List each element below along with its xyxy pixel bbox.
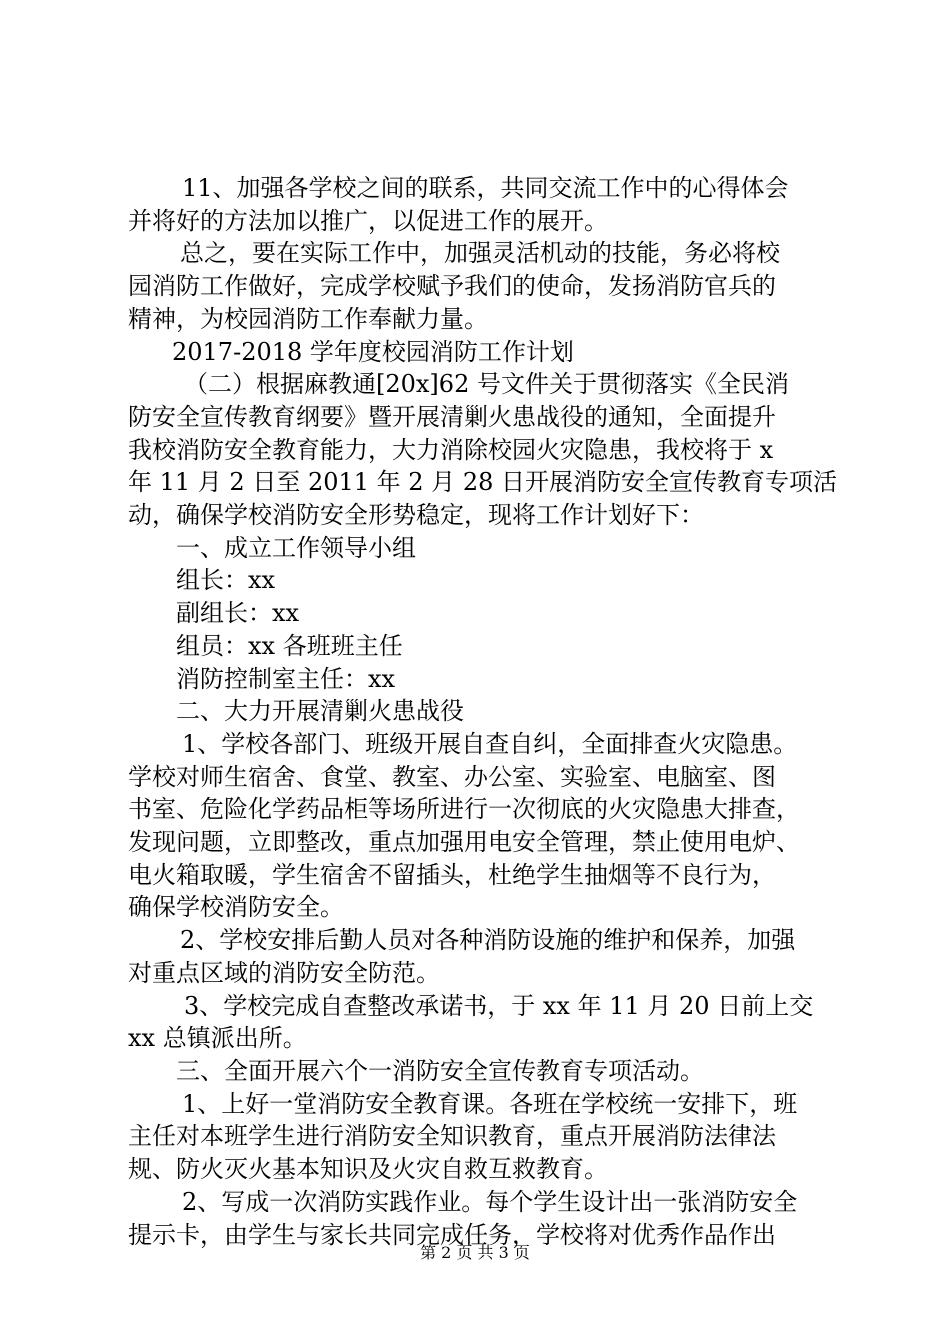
section-heading: 一、成立工作领导小组	[176, 533, 416, 562]
section-heading: 二、大力开展清剿火患战役	[176, 697, 464, 726]
paragraph-line: 2、写成一次消防实践作业。每个学生设计出一张消防安全	[182, 1187, 798, 1216]
paragraph-line: 规、防火灭火基本知识及火灾自救互救教育。	[128, 1155, 608, 1184]
paragraph-line: 发现问题，立即整改，重点加强用电安全管理，禁止使用电炉、	[128, 828, 800, 857]
paragraph-line: 组员：xx 各班班主任	[176, 631, 403, 660]
document-body	[128, 172, 837, 1251]
paragraph-line: 对重点区域的消防安全防范。	[128, 958, 440, 987]
paragraph-line: 1、学校各部门、班级开展自查自纠，全面排查火灾隐患。	[182, 729, 798, 758]
paragraph-line: 副组长：xx	[176, 599, 300, 628]
paragraph-line: 组长：xx	[176, 566, 276, 595]
paragraph-line: 并将好的方法加以推广，以促进工作的展开。	[128, 206, 608, 235]
paragraph-line: 消防控制室主任：xx	[176, 664, 396, 693]
paragraph-line: 学校对师生宿舍、食堂、教室、办公室、实验室、电脑室、图	[128, 762, 776, 791]
page-number: 第 2 页 共 3 页	[420, 1243, 530, 1262]
paragraph-line: 书室、危险化学药品柜等场所进行一次彻底的火灾隐患大排查，	[128, 795, 800, 824]
paragraph-line: 总之，要在实际工作中，加强灵活机动的技能，务必将校	[180, 239, 780, 268]
paragraph-line: 动，确保学校消防安全形势稳定，现将工作计划好下：	[128, 501, 704, 530]
paragraph-line: 年 11 月 2 日至 2011 年 2 月 28 日开展消防安全宣传教育专项活	[128, 468, 837, 497]
section-title: 2017-2018 学年度校园消防工作计划	[172, 337, 574, 366]
paragraph-line: 园消防工作做好，完成学校赋予我们的使命，发扬消防官兵的	[128, 272, 776, 301]
paragraph-line: 1、上好一堂消防安全教育课。各班在学校统一安排下，班	[182, 1089, 798, 1118]
paragraph-line: 电火箱取暖，学生宿舍不留插头，杜绝学生抽烟等不良行为，	[128, 860, 776, 889]
paragraph-line: 提示卡，由学生与家长共同完成任务，学校将对优秀作品作出	[128, 1220, 776, 1249]
paragraph-line: 精神，为校园消防工作奉献力量。	[128, 304, 488, 333]
paragraph-line: 主任对本班学生进行消防安全知识教育，重点开展消防法律法	[128, 1122, 776, 1151]
paragraph-line: 3、学校完成自查整改承诺书，于 xx 年 11 月 20 日前上交	[184, 991, 814, 1020]
paragraph-line: 防安全宣传教育纲要》暨开展清剿火患战役的通知，全面提升	[128, 402, 776, 431]
paragraph-line: 2、学校安排后勤人员对各种消防设施的维护和保养，加强	[180, 926, 796, 955]
paragraph-line: 我校消防安全教育能力，大力消除校园火灾隐患，我校将于 x	[128, 435, 774, 464]
paragraph-line: xx 总镇派出所。	[128, 1024, 307, 1053]
section-heading: 三、全面开展六个一消防安全宣传教育专项活动。	[176, 1056, 704, 1085]
paragraph-line: 11、加强各学校之间的联系，共同交流工作中的心得体会	[182, 174, 789, 202]
page-footer	[0, 1243, 950, 1263]
paragraph-line: （二）根据麻教通[20x]62 号文件关于贯彻落实《全民消	[184, 370, 789, 399]
paragraph-line: 确保学校消防安全。	[128, 893, 344, 922]
